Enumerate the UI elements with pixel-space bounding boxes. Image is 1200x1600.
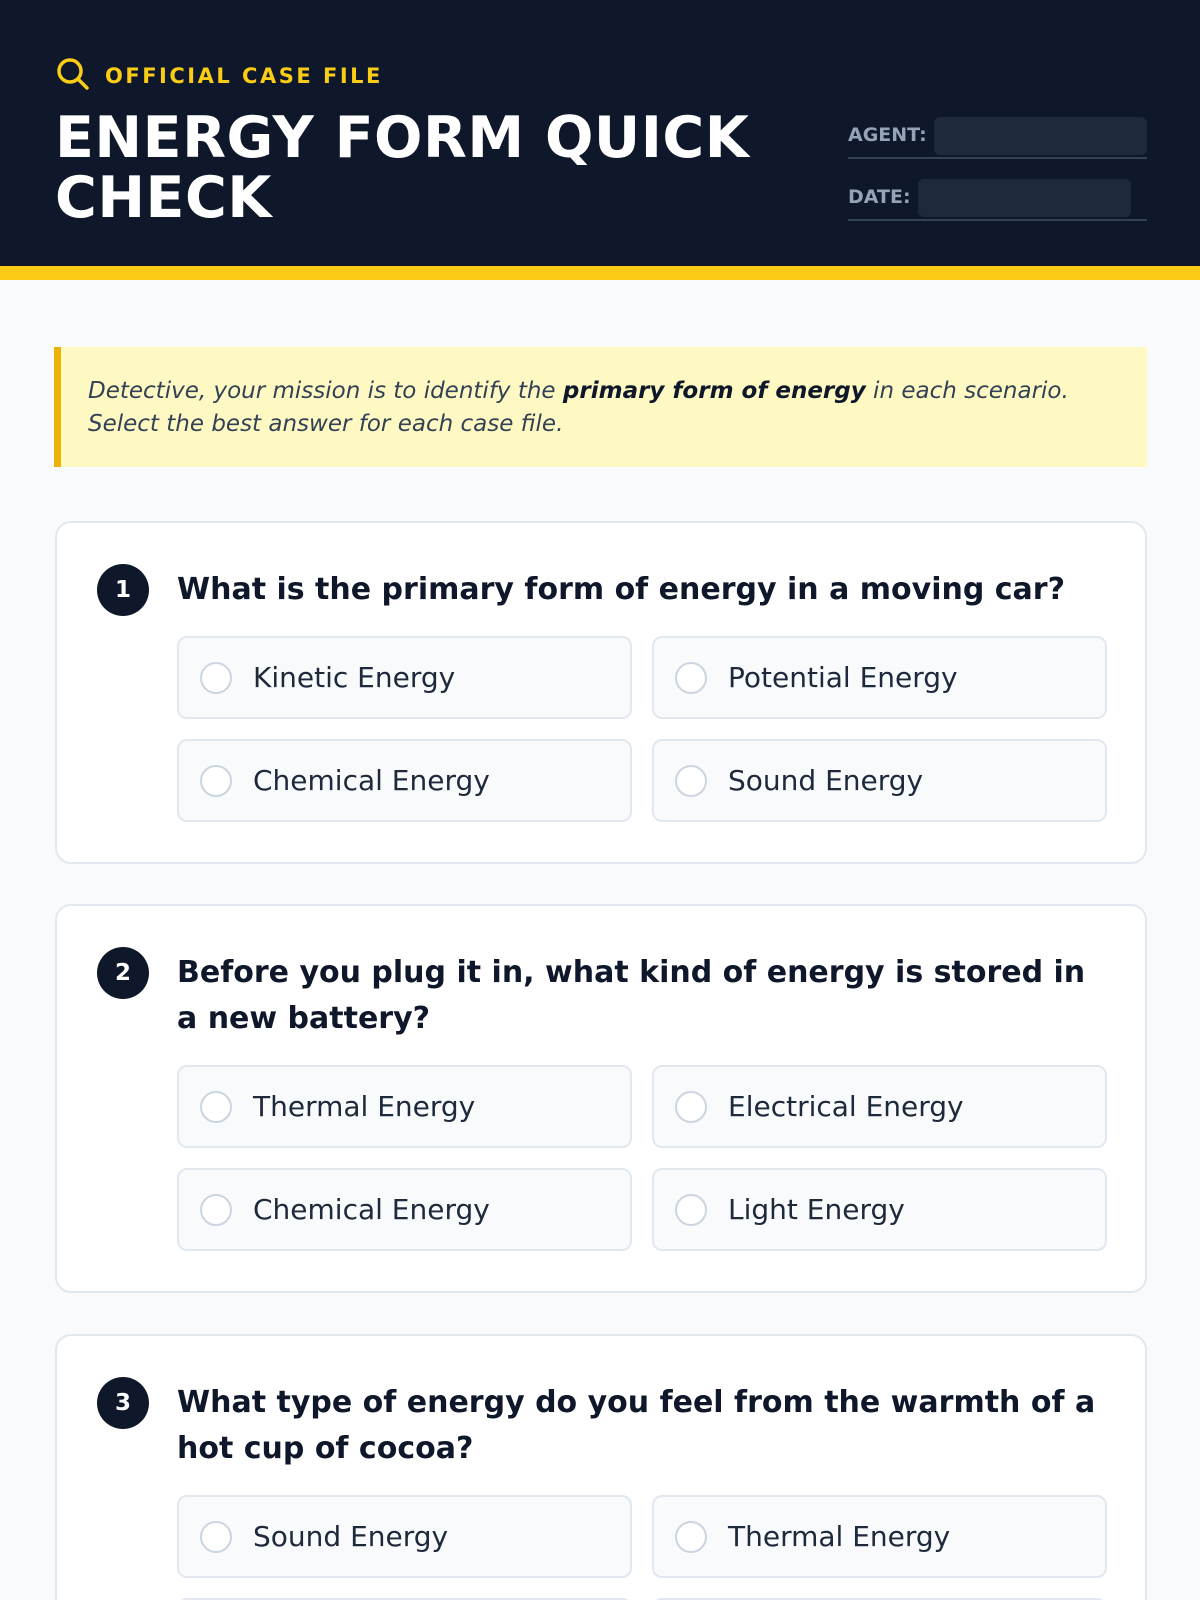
radio-button[interactable] xyxy=(675,765,707,797)
option-chemical-energy[interactable] xyxy=(177,1168,632,1251)
radio-button[interactable] xyxy=(200,1091,232,1123)
option-chemical-energy[interactable] xyxy=(177,739,632,822)
option-label: Thermal Energy xyxy=(253,1090,476,1123)
question-number-badge: 1 xyxy=(97,564,149,616)
radio-button[interactable] xyxy=(200,765,232,797)
option-label: Light Energy xyxy=(728,1193,905,1226)
radio-button[interactable] xyxy=(675,662,707,694)
option-electrical-energy[interactable] xyxy=(652,1065,1107,1148)
option-sound-energy[interactable] xyxy=(177,1495,632,1578)
date-label: DATE: xyxy=(848,186,911,208)
radio-button[interactable] xyxy=(675,1521,707,1553)
magnifier-icon xyxy=(55,56,91,96)
question-number-badge: 3 xyxy=(97,1377,149,1429)
option-thermal-energy[interactable] xyxy=(177,1065,632,1148)
question-number-badge: 2 xyxy=(97,947,149,999)
option-label: Kinetic Energy xyxy=(253,661,456,694)
instructions-text-end: in each scenario. Select the best answer for each case file. xyxy=(88,378,1069,437)
radio-button[interactable] xyxy=(675,1091,707,1123)
option-label: Sound Energy xyxy=(728,764,924,797)
option-thermal-energy[interactable] xyxy=(652,1495,1107,1578)
radio-button[interactable] xyxy=(200,1521,232,1553)
radio-button[interactable] xyxy=(200,662,232,694)
agent-row xyxy=(848,115,1147,159)
option-label: Electrical Energy xyxy=(728,1090,964,1123)
page-title: ENERGY FORM QUICK CHECK xyxy=(55,105,750,231)
date-row xyxy=(848,177,1147,221)
option-potential-energy[interactable] xyxy=(652,636,1107,719)
header xyxy=(0,0,1200,280)
option-kinetic-energy[interactable] xyxy=(177,636,632,719)
option-label: Chemical Energy xyxy=(253,1193,490,1226)
case-file-label: OFFICIAL CASE FILE xyxy=(105,64,383,88)
question-card-1 xyxy=(55,521,1147,864)
instructions-emphasis: primary form of energy xyxy=(562,378,866,404)
option-label: Potential Energy xyxy=(728,661,958,694)
question-text: What type of energy do you feel from the warmth of a hot cup of cocoa? xyxy=(177,1385,1096,1466)
option-label: Chemical Energy xyxy=(253,764,490,797)
option-label: Thermal Energy xyxy=(728,1520,951,1553)
option-sound-energy[interactable] xyxy=(652,739,1107,822)
agent-label: AGENT: xyxy=(848,124,927,146)
instructions-callout xyxy=(54,347,1147,467)
question-text: Before you plug it in, what kind of energy is stored in a new battery? xyxy=(177,955,1086,1036)
option-label: Sound Energy xyxy=(253,1520,449,1553)
question-card-2 xyxy=(55,904,1147,1293)
date-input[interactable] xyxy=(918,179,1131,217)
question-text: What is the primary form of energy in a moving car? xyxy=(177,572,1065,607)
case-file-tag xyxy=(55,56,383,96)
instructions-text-start: Detective, your mission is to identify the xyxy=(88,378,563,404)
agent-input[interactable] xyxy=(934,117,1147,155)
radio-button[interactable] xyxy=(200,1194,232,1226)
question-card-3 xyxy=(55,1334,1147,1600)
radio-button[interactable] xyxy=(675,1194,707,1226)
option-light-energy[interactable] xyxy=(652,1168,1107,1251)
